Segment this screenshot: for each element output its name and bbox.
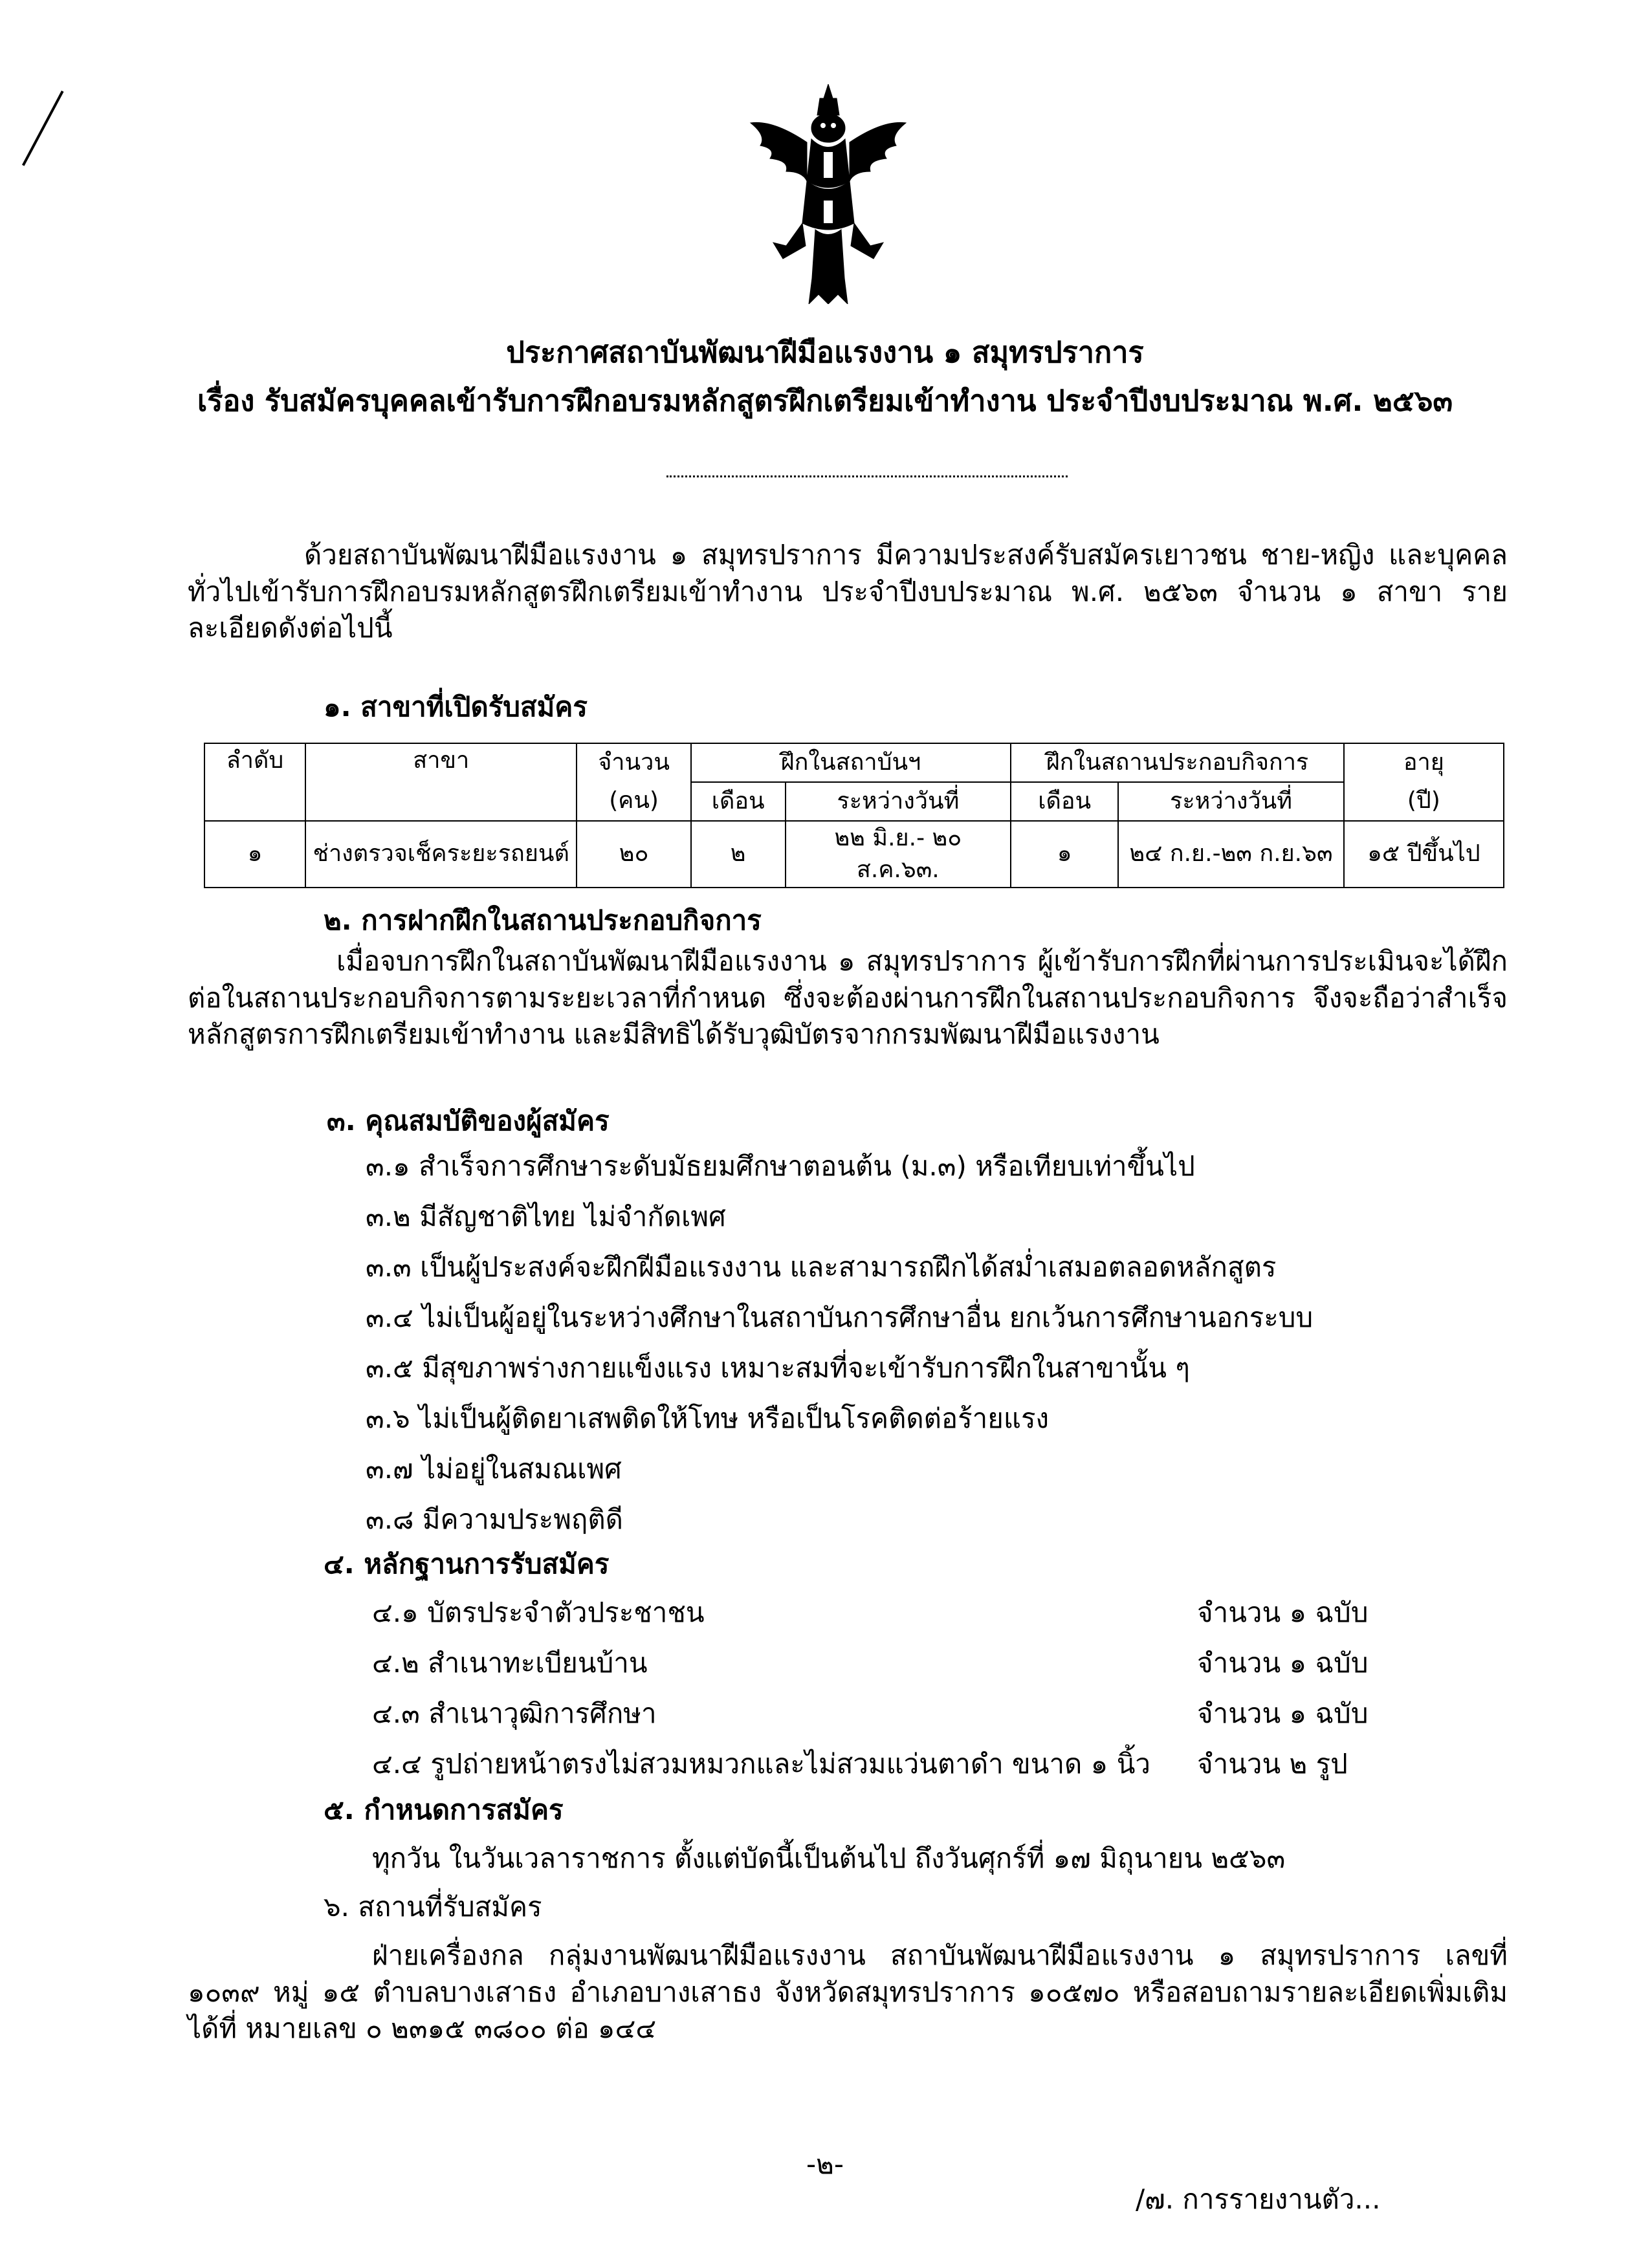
qualification-item: ๓.๒ มีสัญชาติไทย ไม่จำกัดเพศ [366,1201,726,1232]
cell-age: ๑๕ ปีขึ้นไป [1344,821,1504,888]
handwritten-mark [22,91,64,166]
qualification-item: ๓.๘ มีความประพฤติดี [366,1503,623,1535]
cell-count: ๒๐ [577,821,690,888]
section2-heading: ๒. การฝากฝึกในสถานประกอบกิจการ [324,904,762,936]
document-item-qty: จำนวน ๒ รูป [1197,1748,1348,1780]
document-item-qty: จำนวน ๑ ฉบับ [1197,1597,1369,1628]
document-item-label: ๔.๒ สำเนาทะเบียนบ้าน [372,1647,648,1679]
th-company: ฝึกในสถานประกอบกิจการ [1011,743,1344,782]
section5-text: ทุกวัน ในวันเวลาราชการ ตั้งแต่บัดนี้เป็นต้นไป ถึงวันศุกร์ที่ ๑๗ มิถุนายน ๒๕๖๓ [372,1842,1286,1874]
qualification-item: ๓.๕ มีสุขภาพร่างกายแข็งแรง เหมาะสมที่จะเข้ารับการฝึกในสาขานั้น ๆ [366,1352,1190,1384]
section3-heading: ๓. คุณสมบัติของผู้สมัคร [327,1105,610,1137]
qualification-item: ๓.๑ สำเร็จการศึกษาระดับมัธยมศึกษาตอนต้น (ม.๓) หรือเทียบเท่าขึ้นไป [366,1150,1195,1182]
th-count: จำนวน [577,743,690,782]
document-item-label: ๔.๓ สำเนาวุฒิการศึกษา [372,1697,657,1729]
section1-heading: ๑. สาขาที่เปิดรับสมัคร [324,691,588,723]
th-inst-period: ระหว่างวันที่ [786,782,1011,821]
qualification-item: ๓.๓ เป็นผู้ประสงค์จะฝึกฝีมือแรงงาน และสามารถฝึกได้สม่ำเสมอตลอดหลักสูตร [366,1251,1277,1283]
qualification-item: ๓.๗ ไม่อยู่ในสมณเพศ [366,1453,622,1485]
qualification-item: ๓.๖ ไม่เป็นผู้ติดยาเสพติดให้โทษ หรือเป็นโรคติดต่อร้ายแรง [366,1402,1050,1434]
cell-branch: ช่างตรวจเช็คระยะรถยนต์ [305,821,577,888]
section2-paragraph: เมื่อจบการฝึกในสถาบันพัฒนาฝีมือแรงงาน ๑ สมุทรปราการ ผู้เข้ารับการฝึกที่ผ่านการประเมินจะได้ฝึกต่อในสถานประกอบกิจการตามระยะเวลาที่กำหนด ซึ่งจะต้องผ่านการฝึกในสถานประกอบกิจการ จึงจะถือว่าสำเร็จหลักสูตรการฝึกเตรียมเข้าทำงาน และมีสิทธิได้รับวุฒิบัตรจากกรมพัฒนาฝีมือแรงงาน [188,945,1508,1051]
section6-paragraph: ฝ่ายเครื่องกล กลุ่มงานพัฒนาฝีมือแรงงาน สถาบันพัฒนาฝีมือแรงงาน ๑ สมุทรปราการ เลขที่ ๑๐๓๙ หมู่ ๑๕ ตำบลบางเสาธง อำเภอบางเสาธง จังหวัดสมุทรปราการ ๑๐๕๗๐ หรือสอบถามรายละเอียดเพิ่มเติมได้ที่ หมายเลข ๐ ๒๓๑๕ ๓๘๐๐ ต่อ ๑๔๔ [188,1939,1508,2045]
document-item-label: ๔.๑ บัตรประจำตัวประชาชน [372,1597,705,1628]
section6-heading: ๖. สถานที่รับสมัคร [324,1891,542,1923]
announcement-title: ประกาศสถาบันพัฒนาฝีมือแรงงาน ๑ สมุทรปราการ [506,335,1144,369]
cell-inst-month: ๒ [691,821,786,888]
cell-comp-period: ๒๔ ก.ย.-๒๓ ก.ย.๖๓ [1118,821,1344,888]
section5-heading: ๕. กำหนดการสมัคร [324,1794,564,1826]
th-no: ลำดับ [204,743,305,821]
th-inst-month: เดือน [691,782,786,821]
continuation-note: /๗. การรายงานตัว... [1136,2183,1381,2215]
branch-table [204,743,1504,888]
th-institute: ฝึกในสถาบันฯ [691,743,1011,782]
announcement-subject: เรื่อง รับสมัครบุคคลเข้ารับการฝึกอบรมหลักสูตรฝึกเตรียมเข้าทำงาน ประจำปีงบประมาณ พ.ศ. ๒๕๖๓ [197,384,1453,418]
intro-paragraph: ด้วยสถาบันพัฒนาฝีมือแรงงาน ๑ สมุทรปราการ มีความประสงค์รับสมัครเยาวชน ชาย-หญิง และบุคคลทั่วไปเข้ารับการฝึกอบรมหลักสูตรฝึกเตรียมเข้าทำงาน ประจำปีงบประมาณ พ.ศ. ๒๕๖๓ จำนวน ๑ สาขา รายละเอียดดังต่อไปนี้ [188,539,1508,644]
cell-inst-period: ๒๒ มิ.ย.- ๒๐ ส.ค.๖๓. [786,821,1011,888]
cell-no: ๑ [204,821,305,888]
th-age-unit: (ปี) [1344,782,1504,821]
page-number: -๒- [806,2148,844,2180]
document-item-label: ๔.๔ รูปถ่ายหน้าตรงไม่สวมหมวกและไม่สวมแว่นตาดำ ขนาด ๑ นิ้ว [372,1748,1150,1780]
title-divider [666,475,1068,477]
document-item-qty: จำนวน ๑ ฉบับ [1197,1647,1369,1679]
th-comp-period: ระหว่างวันที่ [1118,782,1344,821]
qualification-item: ๓.๔ ไม่เป็นผู้อยู่ในระหว่างศึกษาในสถาบันการศึกษาอื่น ยกเว้นการศึกษานอกระบบ [366,1302,1314,1333]
th-branch: สาขา [305,743,577,821]
table-row [204,821,1504,888]
th-age: อายุ [1344,743,1504,782]
garuda-emblem-icon [747,84,909,304]
th-count-unit: (คน) [577,782,690,821]
section4-heading: ๔. หลักฐานการรับสมัคร [324,1548,610,1580]
th-comp-month: เดือน [1011,782,1118,821]
document-item-qty: จำนวน ๑ ฉบับ [1197,1697,1369,1729]
cell-comp-month: ๑ [1011,821,1118,888]
